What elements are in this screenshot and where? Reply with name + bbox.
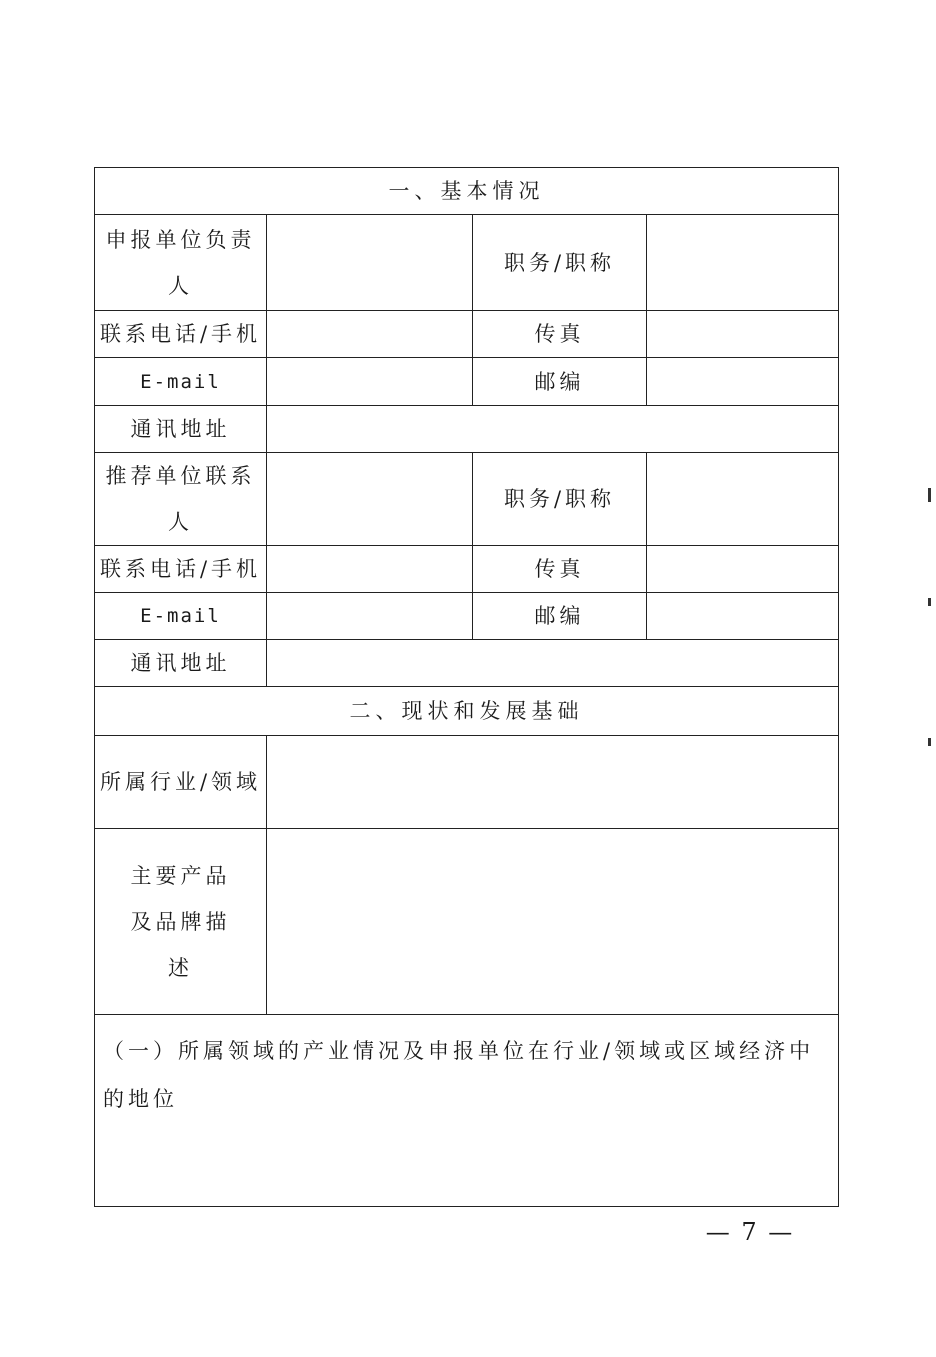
page-number: — 7 — bbox=[705, 1218, 795, 1246]
recommender-address-field[interactable] bbox=[267, 640, 839, 687]
applicant-address-label: 通讯地址 bbox=[95, 406, 267, 453]
industry-position-heading: （一）所属领域的产业情况及申报单位在行业/领域或区域经济中的地位 bbox=[103, 1039, 815, 1111]
scan-edge-mark bbox=[928, 738, 931, 746]
section-basic-title: 一、基本情况 bbox=[95, 168, 839, 215]
recommender-fax-field[interactable] bbox=[647, 546, 839, 593]
applicant-title-field[interactable] bbox=[647, 215, 839, 311]
recommender-email-field[interactable] bbox=[267, 593, 473, 640]
recommender-postcode-field[interactable] bbox=[647, 593, 839, 640]
recommender-phone-label: 联系电话/手机 bbox=[95, 546, 267, 593]
applicant-phone-field[interactable] bbox=[267, 311, 473, 358]
recommender-contact-field[interactable] bbox=[267, 453, 473, 546]
industry-field[interactable] bbox=[267, 736, 839, 829]
applicant-fax-field[interactable] bbox=[647, 311, 839, 358]
products-label: 主要产品及品牌描述 bbox=[95, 829, 267, 1015]
applicant-title-label: 职务/职称 bbox=[473, 215, 647, 311]
application-form-table bbox=[94, 167, 839, 1207]
applicant-email-field[interactable] bbox=[267, 358, 473, 406]
section-status-title: 二、现状和发展基础 bbox=[95, 687, 839, 736]
applicant-postcode-field[interactable] bbox=[647, 358, 839, 406]
applicant-leader-label: 申报单位负责人 bbox=[95, 215, 267, 311]
applicant-email-label: E-mail bbox=[95, 358, 267, 406]
recommender-contact-label: 推荐单位联系人 bbox=[95, 453, 267, 546]
recommender-title-field[interactable] bbox=[647, 453, 839, 546]
applicant-fax-label: 传真 bbox=[473, 311, 647, 358]
industry-position-section[interactable] bbox=[95, 1015, 839, 1207]
industry-label: 所属行业/领域 bbox=[95, 736, 267, 829]
recommender-postcode-label: 邮编 bbox=[473, 593, 647, 640]
recommender-address-label: 通讯地址 bbox=[95, 640, 267, 687]
recommender-phone-field[interactable] bbox=[267, 546, 473, 593]
applicant-address-field[interactable] bbox=[267, 406, 839, 453]
applicant-phone-label: 联系电话/手机 bbox=[95, 311, 267, 358]
scan-edge-mark bbox=[928, 488, 931, 502]
applicant-postcode-label: 邮编 bbox=[473, 358, 647, 406]
recommender-title-label: 职务/职称 bbox=[473, 453, 647, 546]
scan-edge-mark bbox=[928, 598, 931, 606]
applicant-leader-field[interactable] bbox=[267, 215, 473, 311]
recommender-email-label: E-mail bbox=[95, 593, 267, 640]
recommender-fax-label: 传真 bbox=[473, 546, 647, 593]
products-field[interactable] bbox=[267, 829, 839, 1015]
